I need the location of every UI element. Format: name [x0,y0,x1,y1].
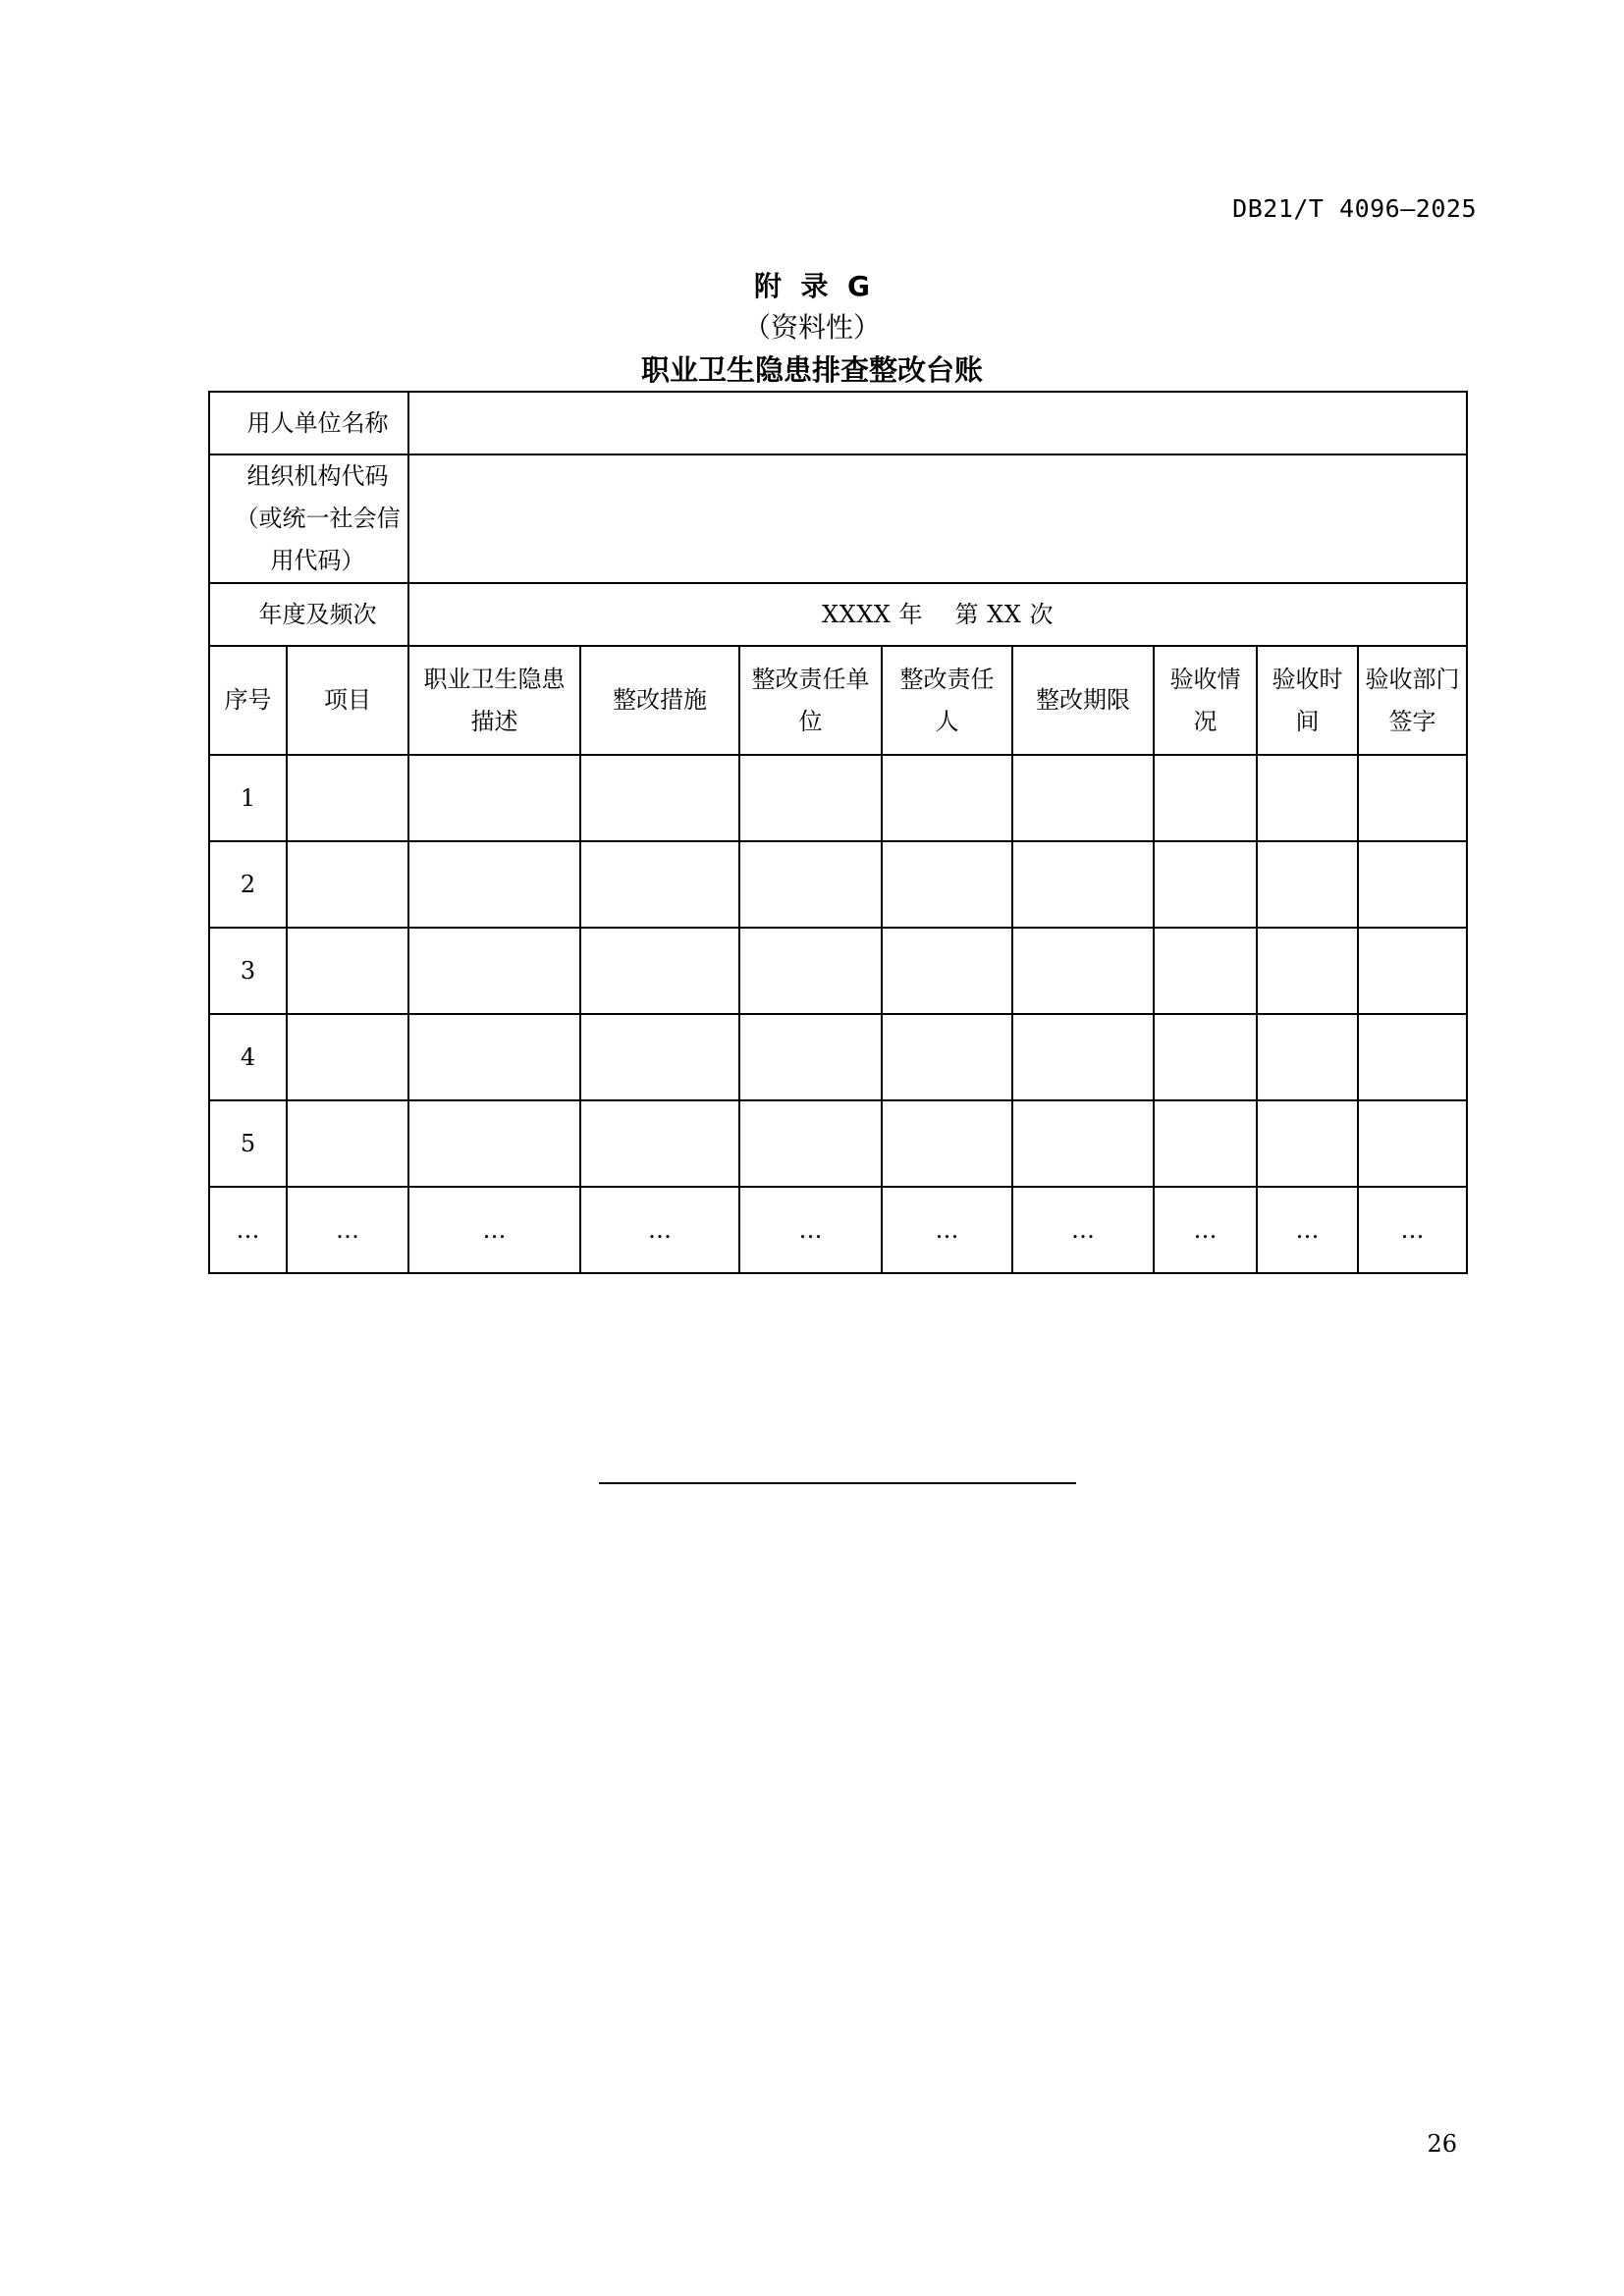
org-code-label: 组织机构代码（或统一社会信用代码） [209,454,408,583]
table-cell [882,1014,1012,1100]
table-cell [1358,841,1467,928]
column-header: 整改措施 [580,646,739,755]
table-cell [1358,755,1467,841]
table-cell [1012,1014,1154,1100]
table-cell: 5 [209,1100,287,1187]
table-cell [287,841,408,928]
table-cell [1154,755,1257,841]
table-cell [408,1100,580,1187]
table-cell [739,755,882,841]
table-cell [1012,755,1154,841]
table-cell: … [408,1187,580,1273]
table-cell: … [287,1187,408,1273]
org-code-value [408,454,1467,583]
table-cell: … [1358,1187,1467,1273]
table-cell [882,755,1012,841]
table-cell [287,1100,408,1187]
table-cell: 4 [209,1014,287,1100]
table-cell [882,928,1012,1014]
table-cell [408,1014,580,1100]
page-number: 26 [1427,2130,1457,2158]
hazard-ledger-table [208,391,1468,1274]
table-cell [1154,1014,1257,1100]
column-header: 整改责任人 [882,646,1012,755]
table-cell [1257,841,1358,928]
table-cell: … [1154,1187,1257,1273]
document-title: 职业卫生隐患排查整改台账 [640,353,983,387]
standard-code: DB21/T 4096—2025 [1232,194,1477,223]
column-header: 项目 [287,646,408,755]
table-cell: … [1012,1187,1154,1273]
year-frequency-label: 年度及频次 [209,583,408,646]
table-cell [882,841,1012,928]
table-cell [287,755,408,841]
table-cell [1154,1100,1257,1187]
table-cell [287,1014,408,1100]
table-cell [1358,1100,1467,1187]
table-cell [882,1100,1012,1187]
year-frequency-value: XXXX 年 第 XX 次 [408,583,1467,646]
end-of-appendix-rule [599,1482,1076,1484]
table-cell [580,841,739,928]
unit-name-value [408,392,1467,454]
table-cell [408,928,580,1014]
table-cell [1358,1014,1467,1100]
column-header: 整改期限 [1012,646,1154,755]
appendix-nature: （资料性） [742,311,881,344]
table-cell [1012,1100,1154,1187]
table-cell [580,928,739,1014]
table-cell: … [209,1187,287,1273]
org-code-row [209,454,1467,583]
appendix-title: 附 录 G [754,270,870,302]
unit-name-label: 用人单位名称 [209,392,408,454]
table-cell [1257,755,1358,841]
year-frequency-row [209,583,1467,646]
table-cell: … [580,1187,739,1273]
table-row [209,1100,1467,1187]
table-cell [1257,928,1358,1014]
table-cell [1358,928,1467,1014]
table-row [209,928,1467,1014]
table-cell: … [1257,1187,1358,1273]
table-cell [408,841,580,928]
table-cell [580,755,739,841]
table-cell [580,1100,739,1187]
column-header: 验收情况 [1154,646,1257,755]
table-row [209,1187,1467,1273]
table-cell [1154,841,1257,928]
table-cell [1257,1100,1358,1187]
table-cell: … [882,1187,1012,1273]
unit-name-row [209,392,1467,454]
column-header: 序号 [209,646,287,755]
table-cell [1012,928,1154,1014]
table-cell [1012,841,1154,928]
table-cell [1257,1014,1358,1100]
table-cell [739,1100,882,1187]
table-cell [1154,928,1257,1014]
table-row [209,755,1467,841]
column-header: 整改责任单位 [739,646,882,755]
table-cell [408,755,580,841]
table-cell: 3 [209,928,287,1014]
table-row [209,1014,1467,1100]
table-cell: 1 [209,755,287,841]
column-header: 职业卫生隐患描述 [408,646,580,755]
table-row [209,841,1467,928]
column-header: 验收部门签字 [1358,646,1467,755]
table-cell [580,1014,739,1100]
table-cell [739,1014,882,1100]
table-cell: 2 [209,841,287,928]
table-cell [739,841,882,928]
column-header: 验收时间 [1257,646,1358,755]
table-cell: … [739,1187,882,1273]
table-cell [287,928,408,1014]
table-header-row [209,646,1467,755]
table-cell [739,928,882,1014]
